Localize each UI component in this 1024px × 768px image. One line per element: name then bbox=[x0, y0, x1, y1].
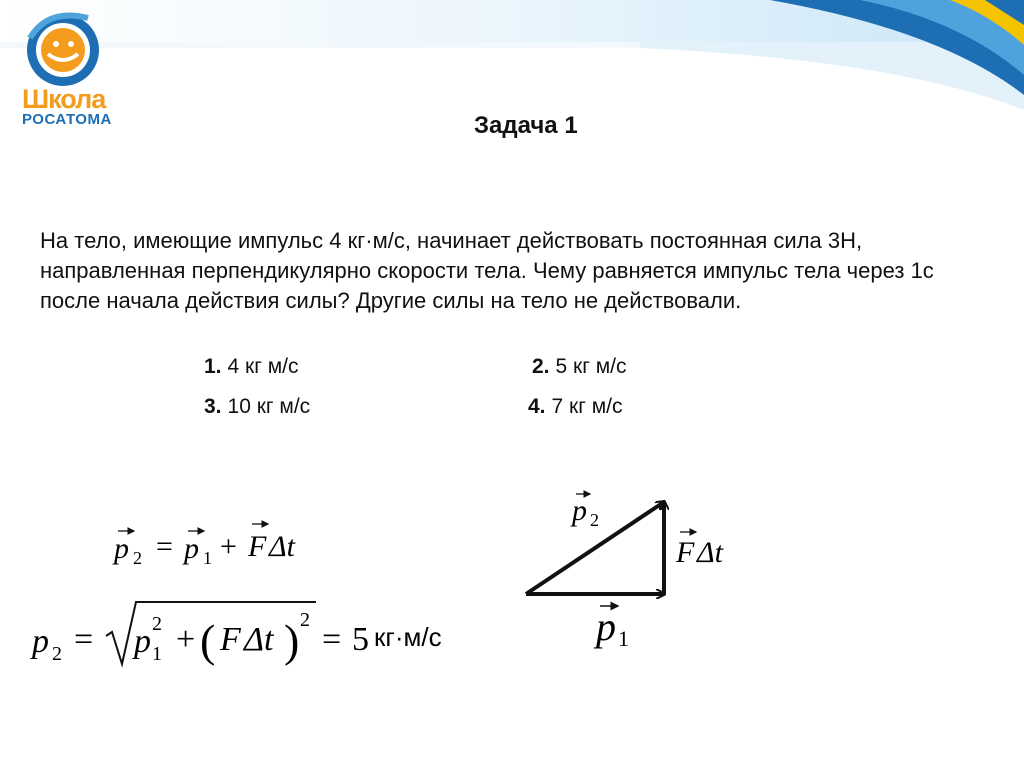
f2-lhs-sub: 2 bbox=[52, 643, 62, 665]
f2-p1: p bbox=[134, 623, 151, 660]
diagram-dt-label: Δt bbox=[697, 536, 723, 569]
f1-eq: = bbox=[156, 530, 173, 563]
diagram-p1-label: p bbox=[596, 604, 616, 649]
f1-lhs-sub: 2 bbox=[133, 548, 142, 568]
f2-plus: + bbox=[176, 621, 196, 658]
f2-lhs: p bbox=[32, 623, 49, 660]
f2-eq: = bbox=[74, 621, 94, 658]
f2-eq2: = bbox=[322, 621, 342, 658]
f1-lhs: p bbox=[114, 532, 129, 565]
f1-dt: Δt bbox=[269, 530, 295, 563]
option-2-number: 2. bbox=[532, 355, 550, 378]
formula-vector-sum bbox=[112, 524, 296, 568]
option-4-text: 7 кг м/с bbox=[551, 395, 623, 418]
page-title: Задача 1 bbox=[474, 112, 578, 139]
f2-result: 5 bbox=[352, 621, 369, 658]
diagram-p2-sub: 2 bbox=[590, 510, 599, 530]
diagram-p1-sub: 1 bbox=[618, 626, 629, 651]
logo-word-school: Школа bbox=[22, 84, 106, 114]
diagram-p2-label: p bbox=[572, 494, 587, 527]
f1-force: F bbox=[248, 530, 267, 563]
option-2-text: 5 кг м/с bbox=[555, 355, 627, 378]
f2-open-paren: ( bbox=[200, 615, 216, 666]
f2-unit: кг·м/с bbox=[374, 622, 442, 652]
logo-word-rosatom: РОСАТОМА bbox=[22, 111, 112, 128]
diagram-force-label: F bbox=[676, 536, 695, 569]
f2-p1-sub: 1 bbox=[152, 643, 162, 665]
vector-diagram bbox=[526, 494, 724, 651]
f2-force: F bbox=[220, 621, 241, 658]
option-3-text: 10 кг м/с bbox=[227, 395, 311, 418]
option-4-number: 4. bbox=[528, 395, 546, 418]
f1-p1: p bbox=[184, 532, 199, 565]
option-3-number: 3. bbox=[204, 395, 222, 418]
f2-dt: Δt bbox=[244, 621, 274, 658]
f2-p1-sup: 2 bbox=[152, 613, 162, 635]
f1-p1-sub: 1 bbox=[203, 548, 212, 568]
formula-magnitude bbox=[30, 602, 442, 666]
option-1-number: 1. bbox=[204, 355, 222, 378]
f1-plus: + bbox=[220, 530, 237, 563]
option-1-text: 4 кг м/с bbox=[227, 355, 299, 378]
f2-sup: 2 bbox=[300, 609, 310, 631]
f2-close-paren: ) bbox=[284, 615, 300, 666]
problem-text: На тело, имеющие импульс 4 кг·м/с, начинает действовать постоянная сила 3Н, направленная перпендикулярно скорости тела. Чему равняется импульс тела через 1с после начала действия силы? Другие силы на тело не действовали. bbox=[40, 228, 934, 313]
